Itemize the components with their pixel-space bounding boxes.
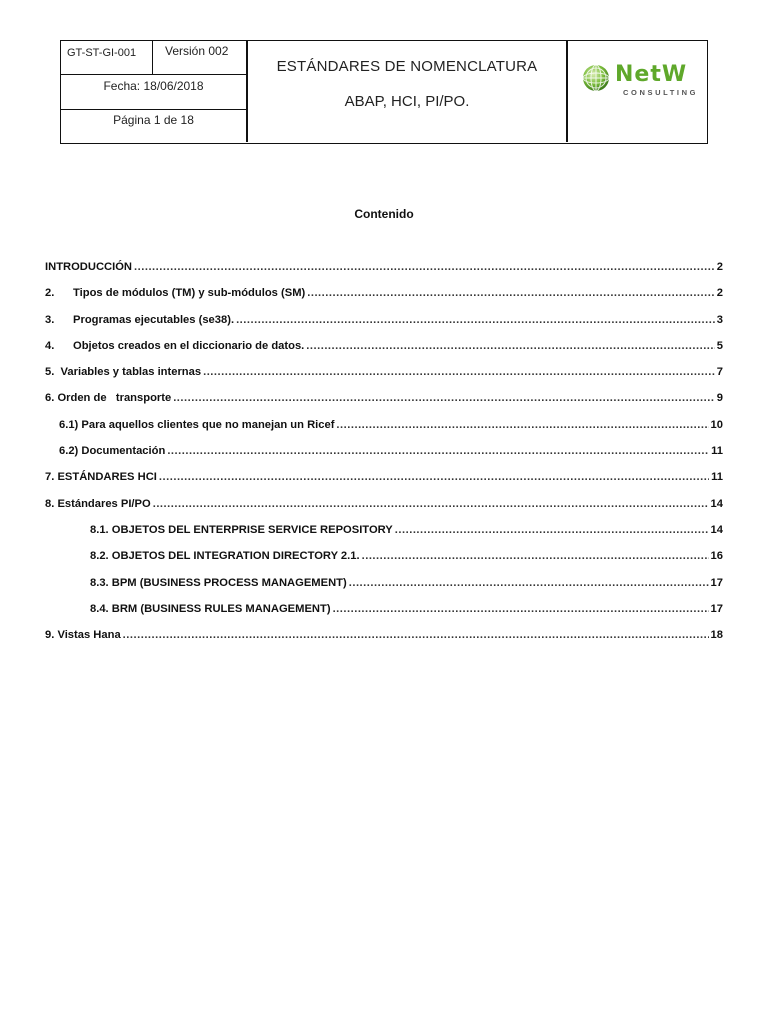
toc-entry-label: Programas ejecutables (se38). (73, 313, 235, 326)
toc-entry-number: 4. (45, 339, 55, 352)
toc-entry-label: 9. Vistas Hana (45, 629, 121, 642)
globe-icon (581, 63, 611, 93)
document-subtitle: ABAP, HCI, PI/PO. (344, 93, 470, 110)
toc-page-number: 17 (710, 602, 723, 615)
toc-page-number: 14 (710, 523, 723, 536)
toc-entry[interactable] (45, 417, 723, 443)
toc-entry[interactable] (45, 338, 723, 364)
toc-page-number: 16 (710, 550, 723, 563)
header-divider (152, 41, 153, 74)
toc-entry-number: 2. (45, 287, 55, 300)
toc-entry[interactable] (45, 364, 723, 390)
toc-entry-label: 8.2. OBJETOS DEL INTEGRATION DIRECTORY 2.1. (90, 550, 360, 563)
toc-entry-label: 6. Orden de transporte (45, 392, 172, 405)
toc-entry[interactable] (45, 575, 723, 601)
toc-leader-dots (349, 575, 709, 591)
toc-entry[interactable] (45, 601, 723, 627)
toc-leader-dots (173, 390, 715, 406)
document-date: Fecha: 18/06/2018 (103, 79, 204, 93)
toc-entry[interactable] (45, 627, 723, 653)
header-divider (61, 74, 246, 75)
document-header-table (60, 40, 708, 144)
contents-heading: Contenido (354, 207, 414, 221)
document-code: GT-ST-GI-001 (67, 47, 137, 59)
toc-page-number: 10 (710, 418, 723, 431)
toc-page-number: 3 (716, 313, 723, 326)
logo-wordmark: NetW (615, 62, 688, 87)
toc-leader-dots (336, 417, 708, 433)
toc-leader-dots (362, 548, 709, 564)
toc-entry-label: 6.2) Documentación (59, 445, 166, 458)
toc-page-number: 2 (716, 287, 723, 300)
toc-entry-label: Objetos creados en el diccionario de datos. (73, 339, 305, 352)
toc-entry-label: 7. ESTÁNDARES HCI (45, 471, 157, 484)
toc-entry[interactable] (45, 443, 723, 469)
toc-entry[interactable] (45, 469, 723, 495)
header-divider (566, 41, 568, 142)
toc-entry-label: 8. Estándares PI/PO (45, 497, 151, 510)
logo-tagline: CONSULTING (623, 88, 699, 97)
toc-page-number: 11 (711, 471, 723, 484)
toc-leader-dots (333, 601, 709, 617)
toc-leader-dots (167, 443, 709, 459)
toc-entry-label: 8.1. OBJETOS DEL ENTERPRISE SERVICE REPOSITORY (90, 523, 393, 536)
toc-leader-dots (203, 364, 715, 380)
page-indicator: Página 1 de 18 (113, 113, 194, 127)
netw-consulting-logo (579, 61, 699, 101)
toc-page-number: 2 (716, 261, 723, 273)
table-of-contents (45, 259, 723, 653)
toc-entry-label: INTRODUCCIÓN (45, 261, 133, 273)
toc-page-number: 5 (716, 339, 723, 352)
toc-entry-label: 8.4. BRM (BUSINESS RULES MANAGEMENT) (90, 602, 331, 615)
header-divider (246, 41, 248, 142)
toc-entry[interactable] (45, 496, 723, 522)
toc-leader-dots (159, 469, 709, 485)
toc-leader-dots (306, 338, 714, 354)
toc-page-number: 14 (710, 497, 723, 510)
toc-page-number: 11 (711, 445, 723, 458)
toc-entry-label: 6.1) Para aquellos clientes que no manejan un Ricef (59, 418, 335, 431)
toc-page-number: 17 (710, 576, 723, 589)
document-version: Versión 002 (165, 44, 229, 58)
toc-entry-label: Tipos de módulos (TM) y sub-módulos (SM) (73, 287, 306, 300)
toc-entry[interactable] (45, 312, 723, 338)
header-divider (61, 109, 246, 110)
toc-entry-label: 8.3. BPM (BUSINESS PROCESS MANAGEMENT) (90, 576, 347, 589)
toc-leader-dots (236, 312, 715, 328)
toc-entry[interactable] (45, 548, 723, 574)
toc-entry[interactable] (45, 522, 723, 548)
toc-leader-dots (153, 496, 709, 512)
toc-entry[interactable] (45, 285, 723, 311)
toc-entry-number: 3. (45, 313, 55, 326)
toc-page-number: 9 (716, 392, 723, 405)
document-title: ESTÁNDARES DE NOMENCLATURA (276, 58, 538, 75)
toc-leader-dots (395, 522, 709, 538)
toc-page-number: 7 (716, 366, 723, 379)
toc-entry-label: 5. Variables y tablas internas (45, 366, 202, 379)
toc-leader-dots (134, 259, 715, 275)
toc-leader-dots (307, 285, 715, 301)
toc-page-number: 18 (710, 629, 723, 642)
toc-entry[interactable] (45, 390, 723, 416)
toc-leader-dots (123, 627, 709, 643)
toc-entry[interactable] (45, 259, 723, 285)
